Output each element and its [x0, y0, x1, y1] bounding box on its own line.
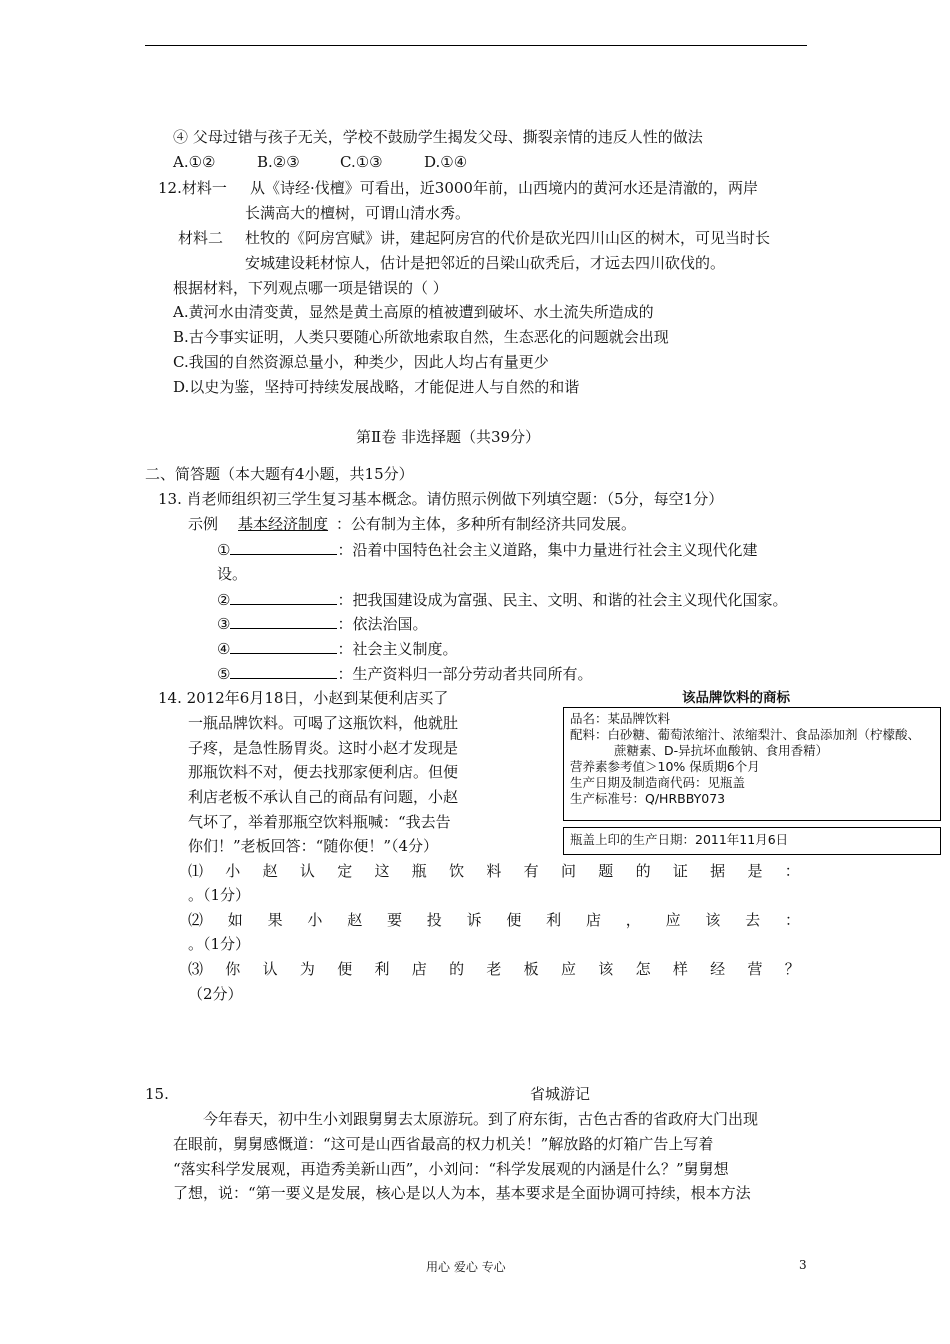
q13-item-num: ② [217, 591, 231, 609]
sub-char: 老 [486, 960, 502, 978]
sub-char: 题 [598, 862, 614, 880]
sub-char: ， [625, 911, 641, 929]
label-line: 品名：某品牌饮料 [570, 711, 671, 726]
sub-char: 认 [299, 862, 315, 880]
sub-char: 问 [560, 862, 576, 880]
bottle-cap-box [563, 827, 941, 855]
q14-line: 利店老板不承认自己的商品有问题，小赵 [188, 788, 459, 806]
q13-stem: 13. 肖老师组织初三学生复习基本概念。请仿照示例做下列填空题：（5分，每空1分） [158, 490, 724, 508]
sub-char: 样 [672, 960, 688, 978]
q13-example-term: 基本经济制度 [238, 515, 329, 533]
sub-char: 果 [267, 911, 283, 929]
q12-option-c: C.我国的自然资源总量小，种类少，因此人均占有量更少 [173, 353, 549, 371]
q12-option-d: D.以史为鉴，坚持可持续发展战略，才能促进人与自然的和谐 [173, 378, 580, 396]
q11-option-c: C.①③ [340, 153, 383, 171]
q14-line: 气坏了，举着那瓶空饮料瓶喊：“我去告 [188, 813, 451, 831]
sub-char: 这 [374, 862, 390, 880]
sub-char: 营 [747, 960, 763, 978]
q12-question: 根据材料，下列观点哪一项是错误的（ ） [173, 279, 448, 297]
q12-material2-line1: 杜牧的《阿房宫赋》讲，建起阿房宫的代价是砍光四川山区的树木，可见当时长 [245, 229, 771, 247]
q14-sub3 [188, 958, 800, 980]
q15-title: 省城游记 [530, 1085, 591, 1103]
sub-char: 瓶 [411, 862, 427, 880]
part2-heading: 二、简答题（本大题有4小题，共15分） [145, 465, 414, 483]
q13-item-text: ：沿着中国特色社会主义道路，集中力量进行社会主义现代化建 [337, 541, 758, 559]
q15-line: 了想，说：“第一要义是发展，核心是以人为本，基本要求是全面协调可持续，根本方法 [173, 1184, 751, 1202]
q13-item-text: ：社会主义制度。 [337, 640, 458, 658]
answer-blank[interactable] [230, 588, 337, 605]
q14-line: 14. 2012年6月18日，小赵到某便利店买了 [158, 689, 449, 707]
sub-char: 应 [560, 960, 576, 978]
sub-char: 赵 [262, 862, 278, 880]
page-number: 3 [799, 1258, 807, 1272]
label-line: 营养素参考值＞10% 保质期6个月 [570, 759, 760, 774]
q12-material1-line2: 长满高大的檀树，可谓山清水秀。 [245, 204, 471, 222]
q11-option-b: B.②③ [257, 153, 300, 171]
sub-char: 定 [337, 862, 353, 880]
q14-sub1-score: 。（1分） [188, 886, 251, 904]
sub-char: ： [784, 911, 800, 929]
q13-item-5 [217, 662, 592, 685]
sub-char: 小 [307, 911, 323, 929]
q13-item-text: ：依法治国。 [337, 615, 428, 633]
q13-item-num: ① [217, 541, 231, 559]
q11-option-d: D.①④ [424, 153, 468, 171]
q11-option-a: A.①② [173, 153, 216, 171]
sub-char: 利 [374, 960, 390, 978]
sub-char: 诉 [466, 911, 482, 929]
q14-line: 一瓶品牌饮料。可喝了这瓶饮料，他就肚 [188, 714, 459, 732]
q14-line: 子疼，是急性肠胃炎。这时小赵才发现是 [188, 739, 459, 757]
drink-label-box [563, 707, 941, 821]
sub-char: 该 [705, 911, 721, 929]
sub-char: 赵 [347, 911, 363, 929]
sub-char: 利 [546, 911, 562, 929]
sub-char: 经 [710, 960, 726, 978]
bottle-cap-text: 瓶盖上印的生产日期：2011年11月6日 [570, 832, 789, 847]
sub-char: 有 [523, 862, 539, 880]
q13-example-label: 示例 [188, 515, 219, 533]
q13-item-1-cont: 设。 [217, 565, 248, 583]
q13-example-text: ：公有制为主体，多种所有制经济共同发展。 [336, 515, 637, 533]
sub-char: 要 [386, 911, 402, 929]
sub-char: 便 [337, 960, 353, 978]
q13-item-num: ④ [217, 640, 231, 658]
q13-item-3 [217, 612, 427, 635]
sub-char: 的 [635, 862, 651, 880]
q12-material1-line1: 从《诗经·伐檀》可看出，近3000年前，山西境内的黄河水还是清澈的，两岸 [250, 179, 758, 197]
sub-char: 饮 [449, 862, 465, 880]
sub-char: ： [784, 862, 800, 880]
label-line: 蔗糖素、D-异抗坏血酸钠、食用香精） [614, 743, 829, 758]
q15-line: 今年春天，初中生小刘跟舅舅去太原游玩。到了府东街，古色古香的省政府大门出现 [203, 1110, 759, 1128]
label-line: 配料：白砂糖、葡萄浓缩汁、浓缩梨汁、食品添加剂（柠檬酸、 [570, 727, 921, 742]
sub-char: 店 [411, 960, 427, 978]
q15-line: “落实科学发展观，再造秀美新山西”，小刘问：“科学发展观的内涵是什么？”舅舅想 [173, 1160, 729, 1178]
q15-number: 15. [145, 1085, 169, 1103]
q13-item-text: ：生产资料归一部分劳动者共同所有。 [337, 665, 593, 683]
sub-char: 证 [672, 862, 688, 880]
sub-char: 如 [227, 911, 243, 929]
q12-option-b: B.古今事实证明，人类只要随心所欲地索取自然，生态恶化的问题就会出现 [173, 328, 669, 346]
sub-char: 小 [225, 862, 241, 880]
sub-char: ⑴ [188, 862, 204, 880]
q13-item-2 [217, 588, 787, 611]
footer-motto: 用心 爱心 专心 [426, 1260, 506, 1274]
sub-char: 便 [506, 911, 522, 929]
q13-item-4 [217, 637, 457, 660]
sub-char: 怎 [635, 960, 651, 978]
sub-char: 认 [262, 960, 278, 978]
sub-char: 是 [747, 862, 763, 880]
q14-sub2-score: 。（1分） [188, 935, 251, 953]
sub-char: ⑶ [188, 960, 204, 978]
q15-line: 在眼前，舅舅感慨道：“这可是山西省最高的权力机关！”解放路的灯箱广告上写着 [173, 1135, 714, 1153]
q13-item-num: ③ [217, 615, 231, 633]
sub-char: 的 [449, 960, 465, 978]
label-line: 生产日期及制造商代码：见瓶盖 [570, 775, 746, 790]
answer-blank[interactable] [230, 538, 337, 555]
header-rule [145, 45, 807, 46]
label-title: 该品牌饮料的商标 [682, 690, 790, 706]
sub-char: 你 [225, 960, 241, 978]
q12-material2-line2: 安城建设耗材惊人，估计是把邻近的吕梁山砍秃后，才远去四川砍伐的。 [245, 254, 726, 272]
answer-blank[interactable] [230, 612, 337, 629]
q14-line: 你们！”老板回答：“随你便！”（4分） [188, 837, 439, 855]
q11-item4: ④ 父母过错与孩子无关，学校不鼓励学生揭发父母、撕裂亲情的违反人性的做法 [173, 128, 703, 146]
sub-char: 据 [710, 862, 726, 880]
q14-sub3-score: （2分） [188, 985, 243, 1003]
label-line: 生产标准号：Q/HRBBY073 [570, 791, 726, 806]
sub-char: 料 [486, 862, 502, 880]
sub-char: 板 [523, 960, 539, 978]
sub-char: 店 [585, 911, 601, 929]
sub-char: ？ [784, 960, 800, 978]
sub-char: ⑵ [188, 911, 204, 929]
q12-option-a: A.黄河水由清变黄，显然是黄土高原的植被遭到破坏、水土流失所造成的 [173, 303, 654, 321]
q13-item-num: ⑤ [217, 665, 231, 683]
sub-char: 应 [665, 911, 681, 929]
section2-title: 第Ⅱ卷 非选择题（共39分） [356, 428, 541, 446]
sub-char: 为 [299, 960, 315, 978]
q14-line: 那瓶饮料不对，便去找那家便利店。但便 [188, 763, 459, 781]
q14-sub1 [188, 860, 800, 882]
q12-material2-label: 材料二 [178, 229, 224, 247]
q13-item-text: ：把我国建设成为富强、民主、文明、和谐的社会主义现代化国家。 [337, 591, 788, 609]
q14-sub2 [188, 909, 800, 931]
sub-char: 去 [745, 911, 761, 929]
q13-item-1 [217, 538, 757, 561]
sub-char: 该 [598, 960, 614, 978]
answer-blank[interactable] [230, 662, 337, 679]
answer-blank[interactable] [230, 637, 337, 654]
sub-char: 投 [426, 911, 442, 929]
q12-material1-label: 12.材料一 [158, 179, 227, 197]
